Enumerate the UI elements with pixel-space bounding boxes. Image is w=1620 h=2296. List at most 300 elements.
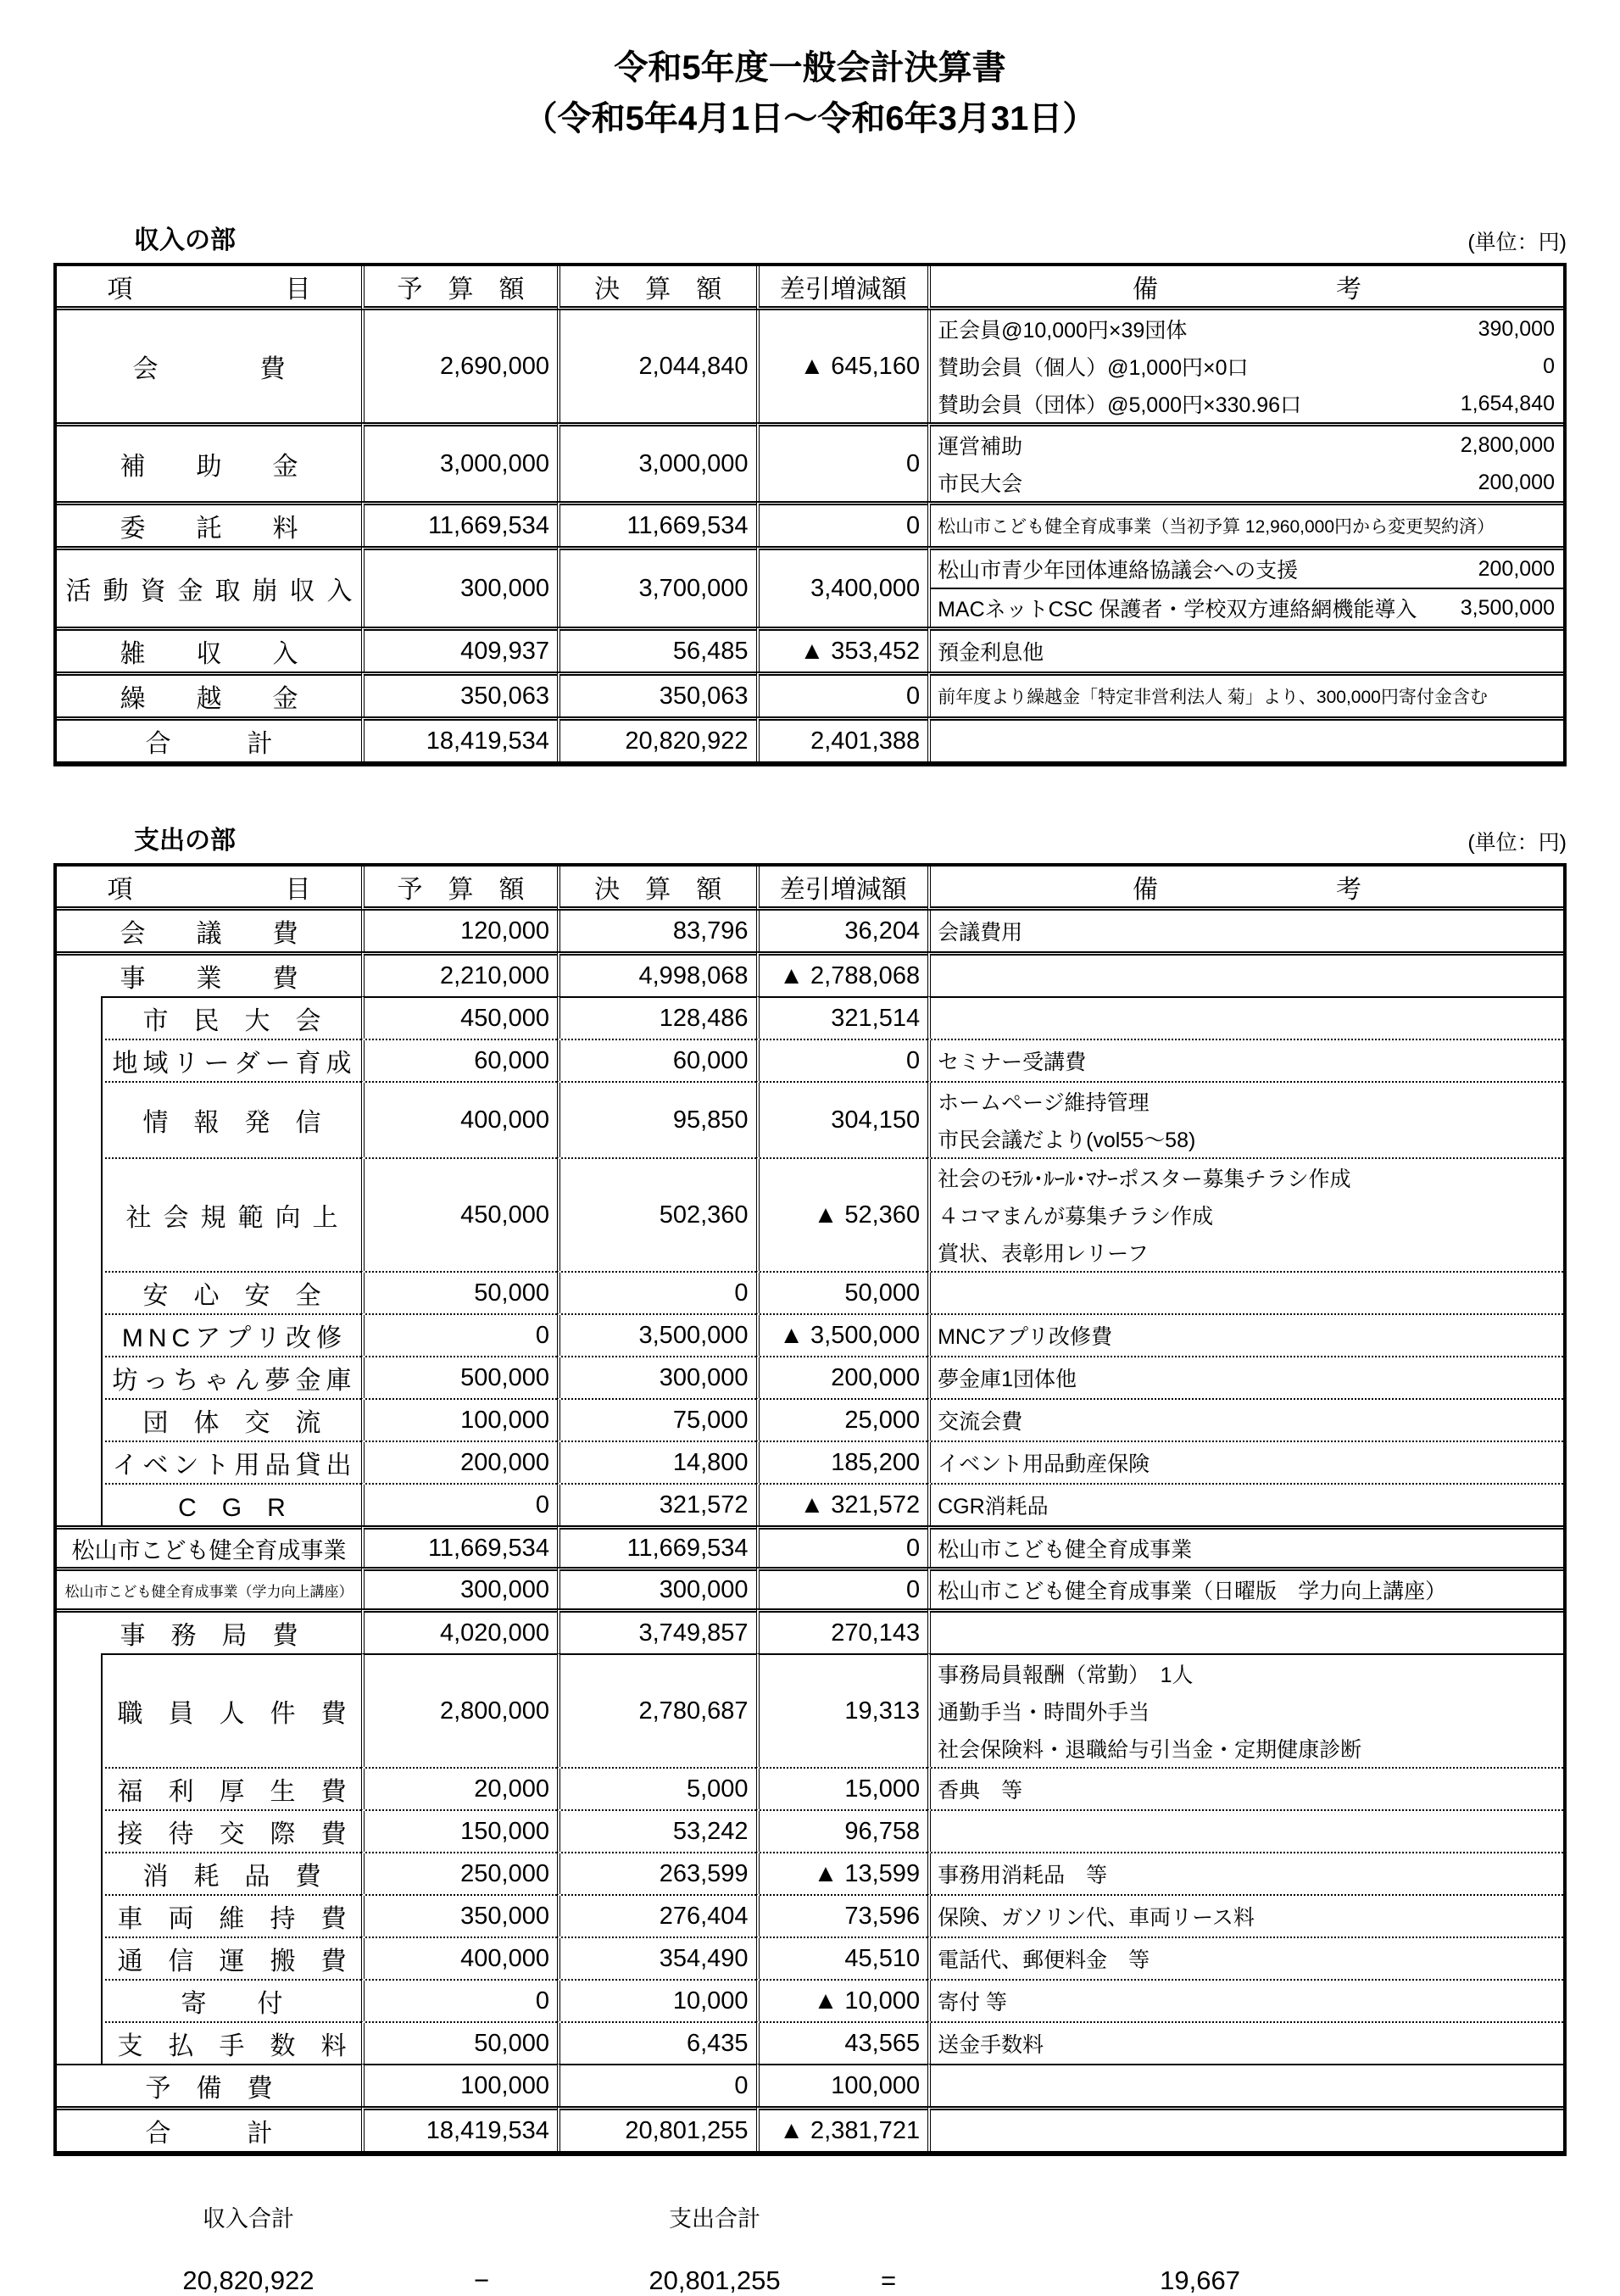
expense-section-head (53, 819, 1567, 856)
diff-cell: 0 (756, 1039, 928, 1081)
income-section-head (53, 219, 1567, 256)
settlement-cell: 3,500,000 (557, 1313, 756, 1356)
remark-line (931, 1196, 1563, 1234)
remarks-cell (927, 310, 1563, 422)
item-name (57, 1613, 361, 1653)
remarks-cell (927, 2064, 1563, 2106)
remarks-cell (927, 1852, 1563, 1894)
expense-row-22 (57, 2021, 1563, 2064)
item-cell (57, 1525, 361, 1567)
remark-text: 送金手数料 (938, 2033, 1044, 2057)
item-indent (57, 1039, 101, 1081)
budget-cell: 350,063 (361, 672, 557, 716)
expense-section (53, 819, 1567, 2156)
remark-text: 松山市こども健全育成事業（当初予算 12,960,000円から変更契約済） (938, 517, 1495, 537)
item-name-text: 団 体 交 流 (142, 1409, 321, 1437)
remark-line (931, 1938, 1563, 1979)
diff-cell: ▲ 353,452 (756, 627, 928, 672)
item-name (57, 676, 361, 716)
budget-cell: 450,000 (361, 1157, 557, 1271)
settlement-cell: 263,599 (557, 1852, 756, 1894)
settlement-cell: 354,490 (557, 1937, 756, 1979)
item-name-text: 社会規範向上 (125, 1204, 350, 1232)
income-header-settlement: 決 算 額 (557, 266, 756, 310)
item-cell (57, 1157, 361, 1271)
remarks-cell (927, 501, 1563, 546)
remarks-cell (927, 1653, 1563, 1767)
balance-result-cell (952, 2265, 1240, 2296)
remark-line (931, 1981, 1563, 2021)
remark-text: ホームページ維持管理 (938, 1091, 1150, 1115)
settlement-cell: 60,000 (557, 1039, 756, 1081)
remark-line (931, 550, 1563, 588)
budget-cell: 409,937 (361, 627, 557, 672)
remark-text: 運営補助 (938, 435, 1023, 459)
expense-row-8 (57, 1356, 1563, 1398)
item-indent (57, 1081, 101, 1157)
remark-text: 社会のﾓﾗﾙ･ﾙｰﾙ･ﾏﾅｰポスター募集チラシ作成 (938, 1168, 1351, 1191)
diff-cell: 73,596 (756, 1894, 928, 1937)
settlement-cell: 0 (557, 2064, 756, 2106)
item-cell (57, 1653, 361, 1767)
expense-row-9 (57, 1398, 1563, 1441)
item-cell (57, 1356, 361, 1398)
item-name (101, 1894, 361, 1937)
balance-summary-labels (53, 2200, 1567, 2233)
item-indent (57, 1356, 101, 1398)
item-name (57, 956, 361, 996)
item-cell (57, 1081, 361, 1157)
expense-table (53, 863, 1567, 2156)
remark-text: MACネットCSC 保護者・学校双方連絡網機能導入 (938, 598, 1417, 621)
expense-total-label: 支出合計 (669, 2206, 760, 2232)
remarks-cell (927, 1356, 1563, 1398)
remarks-cell (927, 1809, 1563, 1852)
item-name-text: 活動資金取崩収入 (65, 577, 365, 605)
remark-amount: 3,500,000 (1460, 595, 1555, 620)
remark-line (931, 1442, 1563, 1483)
diff-cell: 25,000 (756, 1398, 928, 1441)
diff-cell: 0 (756, 1525, 928, 1567)
remark-line (931, 385, 1563, 422)
settlement-cell: 321,572 (557, 1483, 756, 1525)
item-name-text: 委 託 料 (120, 515, 298, 543)
remark-line (931, 310, 1563, 348)
settlement-cell: 3,000,000 (557, 422, 756, 501)
expense-row-19 (57, 1894, 1563, 1937)
settlement-cell: 6,435 (557, 2021, 756, 2064)
item-cell (57, 546, 365, 627)
settlement-cell: 0 (557, 1271, 756, 1313)
remark-line (931, 676, 1563, 716)
item-name-text: 福 利 厚 生 費 (117, 1778, 347, 1806)
diff-cell: 96,758 (756, 1809, 928, 1852)
item-indent (57, 996, 101, 1039)
diff-cell: ▲ 52,360 (756, 1157, 928, 1271)
remarks-cell (927, 1979, 1563, 2021)
expense-header-budget: 予 算 額 (361, 867, 557, 911)
remarks-cell (927, 1483, 1563, 1525)
settlement-cell: 11,669,534 (557, 1525, 756, 1567)
item-name (101, 1483, 361, 1525)
item-name-text: 地域リーダー育成 (112, 1050, 357, 1078)
item-name (101, 1441, 361, 1483)
remark-text: 賞状、表彰用レリーフ (938, 1242, 1149, 1266)
expense-header-diff: 差引増減額 (756, 867, 928, 911)
settlement-cell: 128,486 (557, 996, 756, 1039)
remark-line (931, 464, 1563, 501)
item-name (101, 1979, 361, 2021)
remark-text: 松山市青少年団体連絡協議会への支援 (938, 559, 1299, 582)
budget-cell: 2,800,000 (361, 1653, 557, 1767)
item-name (57, 1530, 361, 1567)
diff-cell: ▲ 2,381,721 (756, 2106, 928, 2151)
diff-cell: 100,000 (756, 2064, 928, 2106)
remark-text: ４コマまんが募集チラシ作成 (938, 1205, 1214, 1229)
remark-line (931, 1769, 1563, 1809)
remark-text: 夢金庫1団体他 (938, 1368, 1077, 1391)
item-name-text: C G R (178, 1494, 286, 1522)
diff-cell: 43,565 (756, 2021, 928, 2064)
item-name (57, 631, 361, 672)
income-total-value: 20,820,922 (182, 2265, 315, 2295)
item-name (101, 2021, 361, 2064)
item-cell (57, 1271, 361, 1313)
item-name-text: 車 両 維 持 費 (117, 1905, 347, 1933)
income-table (53, 263, 1567, 766)
remark-text: MNCアプリ改修費 (938, 1325, 1113, 1349)
remarks-cell (927, 422, 1563, 501)
diff-cell: ▲ 3,500,000 (756, 1313, 928, 1356)
remarks-cell (927, 1441, 1563, 1483)
remark-amount: 390,000 (1478, 316, 1555, 341)
item-cell (57, 1979, 361, 2021)
budget-cell: 100,000 (361, 1398, 557, 1441)
expense-header-settlement: 決 算 額 (557, 867, 756, 911)
settlement-cell: 350,063 (557, 672, 756, 716)
remarks-cell (927, 1039, 1563, 1081)
remark-amount: 0 (1543, 354, 1555, 378)
budget-cell: 120,000 (361, 911, 557, 951)
diff-cell: 15,000 (756, 1767, 928, 1809)
budget-cell: 100,000 (361, 2064, 557, 2106)
remark-text: 市民会議だより(vol55～58) (938, 1128, 1196, 1152)
remark-text: 松山市こども健全育成事業 (938, 1538, 1193, 1562)
item-cell (57, 2021, 361, 2064)
balance-summary (53, 2200, 1567, 2296)
income-header-diff: 差引増減額 (756, 266, 928, 310)
item-indent (57, 1157, 101, 1271)
item-name-text: 市 民 大 会 (142, 1007, 321, 1035)
document-title-line1: 令和5年度一般会計決算書 (614, 49, 1006, 86)
item-cell (57, 1767, 361, 1809)
item-name-text: 予 備 費 (145, 2075, 273, 2103)
remark-text: 市民大会 (938, 472, 1023, 496)
settlement-cell: 83,796 (557, 911, 756, 951)
diff-cell: ▲ 645,160 (756, 310, 928, 422)
settlement-cell: 300,000 (557, 1567, 756, 1608)
remark-line (931, 1692, 1563, 1730)
expense-section-label: 支出の部 (134, 827, 236, 855)
item-cell (57, 501, 361, 546)
item-indent (57, 1313, 101, 1356)
remark-amount: 200,000 (1478, 470, 1555, 494)
item-cell (57, 2106, 361, 2151)
budget-cell: 0 (361, 1979, 557, 2021)
diff-cell: 321,514 (756, 996, 928, 1039)
budget-cell: 300,000 (361, 1567, 557, 1608)
remark-line (931, 1571, 1563, 1608)
item-indent (57, 1894, 101, 1937)
budget-cell: 300,000 (361, 546, 557, 627)
remarks-cell (927, 1398, 1563, 1441)
item-name-text: 雑 収 入 (120, 640, 298, 668)
item-name (57, 310, 361, 422)
remarks-cell (927, 716, 1563, 761)
remark-line (931, 1655, 1563, 1692)
expense-row-16 (57, 1767, 1563, 1809)
settlement-cell: 20,801,255 (557, 2106, 756, 2151)
remark-line (931, 1730, 1563, 1767)
item-indent (57, 1483, 101, 1525)
expense-total-label-cell (604, 2200, 825, 2233)
budget-cell: 450,000 (361, 996, 557, 1039)
remark-line (931, 1315, 1563, 1356)
diff-cell: 0 (756, 501, 928, 546)
budget-cell: 4,020,000 (361, 1608, 557, 1653)
budget-cell: 11,669,534 (361, 1525, 557, 1567)
budget-cell: 50,000 (361, 1271, 557, 1313)
item-name-text: MNCアプリ改修 (121, 1324, 348, 1352)
income-section-label: 収入の部 (134, 226, 236, 254)
diff-cell: 304,150 (756, 1081, 928, 1157)
income-total-label-cell (53, 2200, 359, 2233)
item-name-text: 合 計 (145, 2120, 273, 2148)
item-name-text: 事 業 費 (120, 965, 298, 993)
item-name (101, 996, 361, 1039)
remark-line (931, 1234, 1563, 1271)
remark-line (931, 1485, 1563, 1525)
item-name-text: 繰 越 金 (120, 685, 298, 713)
settlement-cell: 95,850 (557, 1081, 756, 1157)
remark-text: 社会保険料・退職給与引当金・定期健康診断 (938, 1738, 1362, 1762)
item-name (101, 1271, 361, 1313)
item-name-text: 補 助 金 (120, 453, 298, 481)
remark-line (931, 348, 1563, 385)
remark-line (931, 1896, 1563, 1937)
expense-row-0 (57, 911, 1563, 951)
item-indent (57, 1767, 101, 1809)
remark-amount: 1,654,840 (1460, 391, 1555, 415)
diff-cell: 50,000 (756, 1271, 928, 1313)
settlement-cell: 20,820,922 (557, 716, 756, 761)
item-name (101, 1039, 361, 1081)
remark-text: 前年度より繰越金「特定非営利法人 菊」より、300,000円寄付金含む (938, 688, 1488, 707)
remark-line (931, 1159, 1563, 1196)
remark-line (931, 1853, 1563, 1894)
income-section (53, 219, 1567, 766)
item-cell (57, 716, 361, 761)
diff-cell: 36,204 (756, 911, 928, 951)
remark-line (931, 505, 1563, 546)
remark-text: 寄付 等 (938, 1991, 1008, 2015)
item-name (101, 1809, 361, 1852)
remarks-cell (927, 546, 1563, 627)
diff-cell: 45,510 (756, 1937, 928, 1979)
remark-text: イベント用品動産保険 (938, 1452, 1150, 1476)
remark-text: 松山市こども健全育成事業（日曜版 学力向上講座） (938, 1580, 1447, 1603)
remark-line (931, 588, 1563, 627)
budget-cell: 250,000 (361, 1852, 557, 1894)
equals-sign: = (880, 2265, 897, 2295)
diff-cell: ▲ 321,572 (756, 1483, 928, 1525)
income-header-row (57, 266, 1563, 310)
expense-row-24 (57, 2106, 1563, 2151)
item-cell (57, 672, 361, 716)
remark-text: 正会員@10,000円×39団体 (938, 319, 1188, 343)
item-cell (57, 1608, 361, 1653)
item-cell (57, 1567, 361, 1608)
budget-cell: 11,669,534 (361, 501, 557, 546)
remarks-cell (927, 2106, 1563, 2151)
item-name-text: 事 務 局 費 (120, 1622, 298, 1650)
budget-cell: 3,000,000 (361, 422, 557, 501)
settlement-cell: 11,669,534 (557, 501, 756, 546)
budget-cell: 150,000 (361, 1809, 557, 1852)
remark-text: 預金利息他 (938, 641, 1044, 665)
remark-line (931, 1400, 1563, 1441)
item-name-text: 接 待 交 際 費 (117, 1820, 347, 1848)
remark-amount: 200,000 (1478, 556, 1555, 581)
item-name (57, 911, 361, 951)
item-name-text: 職 員 人 件 費 (117, 1700, 347, 1728)
settlement-cell: 276,404 (557, 1894, 756, 1937)
remark-text: 事務局員報酬（常勤） 1人 (938, 1663, 1194, 1687)
item-name (101, 1356, 361, 1398)
item-name (101, 1937, 361, 1979)
item-indent (57, 1852, 101, 1894)
diff-cell: 185,200 (756, 1441, 928, 1483)
remarks-cell (927, 1567, 1563, 1608)
budget-cell: 60,000 (361, 1039, 557, 1081)
remark-text: CGR消耗品 (938, 1495, 1049, 1519)
income-header-remarks: 備 考 (927, 266, 1563, 310)
income-header-budget: 予 算 額 (361, 266, 557, 310)
diff-cell: 0 (756, 672, 928, 716)
item-indent (57, 1398, 101, 1441)
expense-row-7 (57, 1313, 1563, 1356)
item-cell (57, 422, 361, 501)
remark-text: 電話代、郵便料金 等 (938, 1948, 1150, 1972)
settlement-cell: 53,242 (557, 1809, 756, 1852)
item-name (57, 2065, 361, 2106)
remarks-cell (927, 1081, 1563, 1157)
remark-text: 香典 等 (938, 1779, 1023, 1803)
remark-line (931, 1120, 1563, 1157)
expense-row-4 (57, 1081, 1563, 1157)
diff-cell: 3,400,000 (756, 546, 928, 627)
expense-header-remarks: 備 考 (927, 867, 1563, 911)
settlement-cell: 10,000 (557, 1979, 756, 2021)
income-row-2 (57, 501, 1563, 546)
balance-result-value: 19,667 (1160, 2265, 1240, 2295)
item-indent (57, 2021, 101, 2064)
item-name (101, 1313, 361, 1356)
item-cell (57, 1809, 361, 1852)
budget-cell: 400,000 (361, 1081, 557, 1157)
budget-cell: 500,000 (361, 1356, 557, 1398)
diff-cell: 270,143 (756, 1608, 928, 1653)
income-row-1 (57, 422, 1563, 501)
item-name-text: 松山市こども健全育成事業 (71, 1537, 347, 1563)
settlement-cell: 5,000 (557, 1767, 756, 1809)
settlement-cell: 4,998,068 (557, 951, 756, 996)
expense-row-1 (57, 951, 1563, 996)
income-row-4 (57, 627, 1563, 672)
item-name-text: 通 信 運 搬 費 (117, 1948, 347, 1976)
remark-text: セミナー受講費 (938, 1050, 1087, 1074)
income-row-0 (57, 310, 1563, 422)
item-name (57, 505, 361, 546)
item-indent (57, 1271, 101, 1313)
expense-row-18 (57, 1852, 1563, 1894)
settlement-cell: 300,000 (557, 1356, 756, 1398)
item-cell (57, 1483, 361, 1525)
item-name-text: 寄 付 (181, 1990, 283, 2018)
item-name (57, 721, 361, 761)
item-name-text: 支 払 手 数 料 (117, 2032, 347, 2060)
remark-text: 賛助会員（個人）@1,000円×0口 (938, 356, 1249, 380)
diff-cell: ▲ 2,788,068 (756, 951, 928, 996)
diff-cell: ▲ 13,599 (756, 1852, 928, 1894)
remarks-cell (927, 2021, 1563, 2064)
settlement-cell: 2,044,840 (557, 310, 756, 422)
item-name-text: イベント用品貸出 (112, 1452, 357, 1480)
settlement-cell: 56,485 (557, 627, 756, 672)
item-name (101, 1653, 361, 1767)
diff-cell: ▲ 10,000 (756, 1979, 928, 2021)
item-cell (57, 996, 361, 1039)
remarks-cell (927, 911, 1563, 951)
remarks-cell (927, 1894, 1563, 1937)
remarks-cell (927, 1157, 1563, 1271)
expense-total-value: 20,801,255 (649, 2265, 781, 2295)
item-cell (57, 1937, 361, 1979)
remarks-cell (927, 1937, 1563, 1979)
diff-cell: 19,313 (756, 1653, 928, 1767)
balance-summary-values (53, 2265, 1567, 2296)
item-name (101, 1157, 361, 1271)
document-title-line2: （令和5年4月1日～令和6年3月31日） (523, 100, 1097, 137)
item-cell (57, 1441, 361, 1483)
item-name-text: 情 報 発 信 (142, 1109, 321, 1137)
diff-cell: 0 (756, 422, 928, 501)
item-indent (57, 1441, 101, 1483)
item-indent (57, 1937, 101, 1979)
item-name-text: 会 議 費 (120, 920, 298, 948)
expense-row-17 (57, 1809, 1563, 1852)
remarks-cell (927, 951, 1563, 996)
expense-row-23 (57, 2064, 1563, 2106)
budget-cell: 20,000 (361, 1767, 557, 1809)
expense-row-6 (57, 1271, 1563, 1313)
document-title (0, 0, 1620, 144)
budget-cell: 18,419,534 (361, 2106, 557, 2151)
income-total-value-cell (53, 2265, 359, 2296)
diff-cell: 2,401,388 (756, 716, 928, 761)
item-name-text: 会 費 (132, 355, 286, 383)
remark-text: 保険、ガソリン代、車両リース料 (938, 1906, 1255, 1930)
